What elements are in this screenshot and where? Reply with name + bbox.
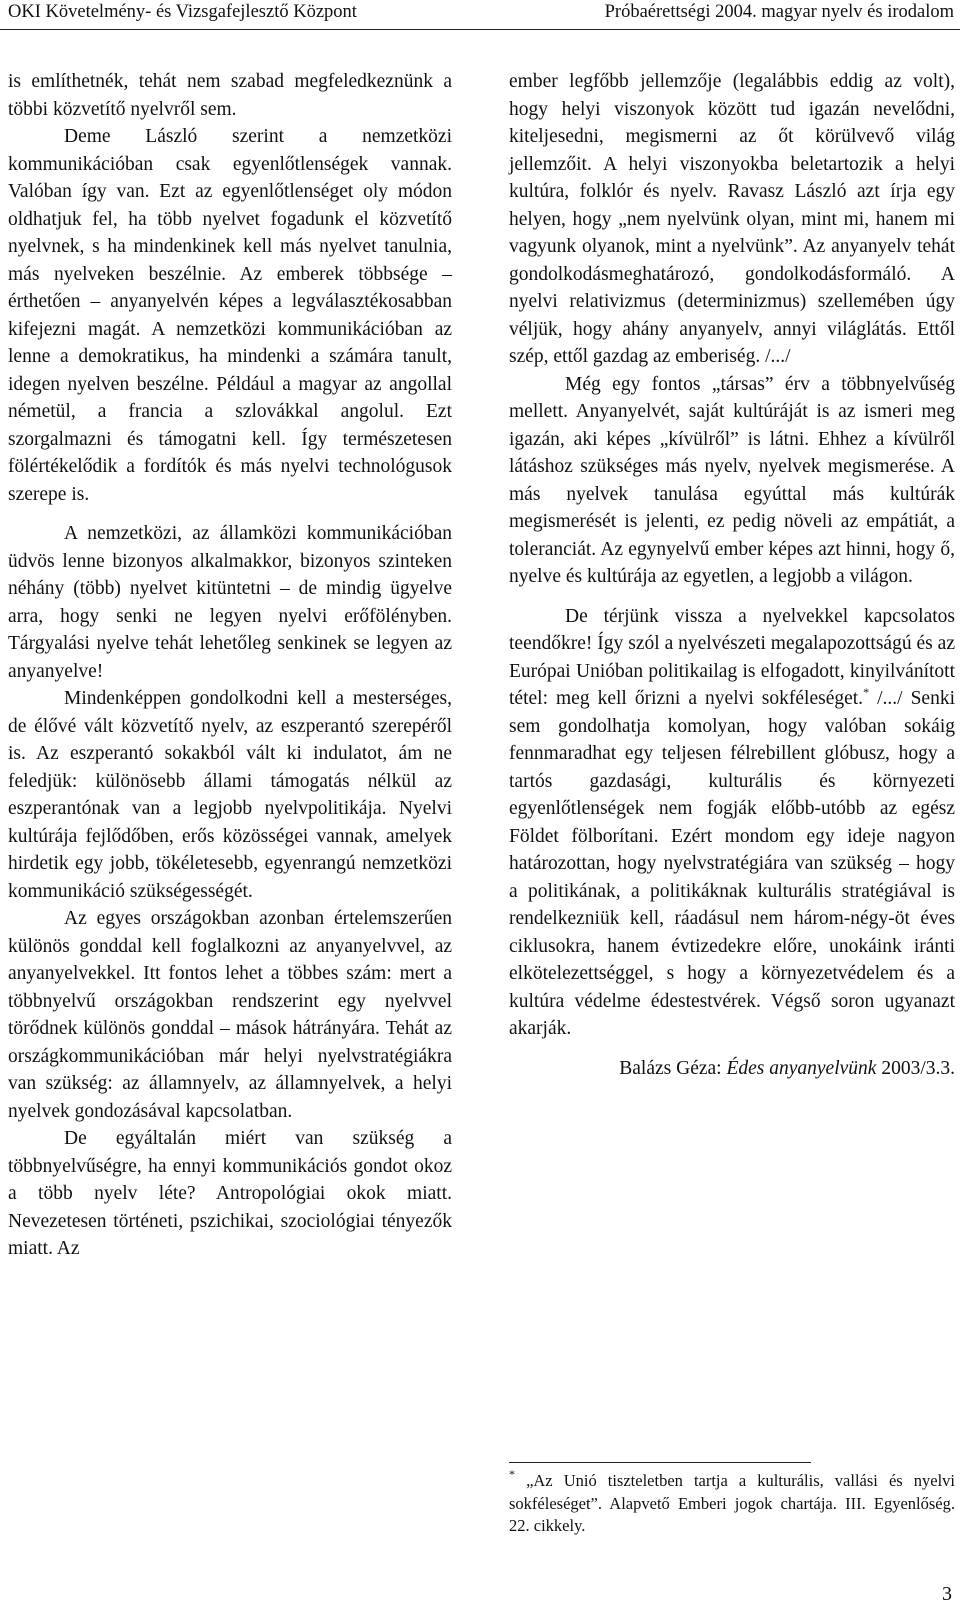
left-column [8, 68, 452, 1263]
left-paragraph-2: Deme László szerint a nemzetközi kommunikációban csak egyenlőtlenségek vannak. Valóban így van. Ezt az egyenlőtlenséget oly módon oldhatjuk fel, ha több nyelvet fogadunk el közvetítő nyelvnek, s ha mindenkinek kell más nyelvet tanulnia, más nyelveken beszélnie. Az emberek többsége – érthetően – anyanyelvén képes a legválasztékosabban kifejezni magát. A nemzetközi kommunikációban az lenne a demokratikus, ha mindenki a számára tanult, idegen nyelven beszélne. Például a magyar az angollal németül, a francia a szlovákkal angolul. Ezt szorgalmazni és támogatni kell. Így természetesen fölértékelődik a fordítók és más nyelvi technológusok szerepe is. [8, 126, 452, 505]
citation-issue: 2003/3.3. [876, 1057, 955, 1079]
left-paragraph-3: A nemzetközi, az államközi kommunikációban üdvös lenne bizonyos alkalmakkor, bizonyos szinteken néhány (több) nyelvet kitüntetni – de mindig ügyelve arra, hogy senki ne legyen nyelvi erőfölényben. Tárgyalási nyelve tehát lehetőleg senkinek se legyen az anyanyelve! [8, 523, 452, 682]
page-number: 3 [942, 1583, 952, 1605]
citation-author: Balázs Géza: [619, 1057, 727, 1079]
left-paragraph-1: is említhetnék, tehát nem szabad megfeledkeznünk a többi közvetítő nyelvről sem. [8, 71, 452, 120]
right-paragraph-3-part-2: /.../ Senki sem gondolhatja komolyan, hogy valóban sokáig fennmaradhat egy teljesen félrebillent glóbusz, hogy a tartós gazdasági, kulturális és környezeti egyenlőtlenségek nem fogják előbb-utóbb az egész Földet fölborítani. Ezért mondom egy ideje nagyon határozottan, hogy nyelvstratégiára van szükség – hogy a politikának, a politikáknak kulturális stratégiával is rendelkezniük kell, ráadásul nem három-négy-öt éves ciklusokra, hanem évtizedekre előre, unokáink iránti elkötelezettséggel, s hogy a környezetvédelem és a kultúra védelme édestestvérek. Végső soron ugyanazt akarják. [509, 688, 955, 1039]
right-paragraph-3-part-1: De térjünk vissza a nyelvekkel kapcsolatos teendőkre! Így szól a nyelvészeti megalapozottságú és az Európai Unióban politikailag is elfogadott, kinyilvánított tétel: meg kell őrizni a nyelvi sokféleséget. [509, 605, 955, 709]
footnote [509, 1467, 955, 1538]
footnote-text: „Az Unió tiszteletben tartja a kulturális, vallási és nyelvi sokféleséget”. Alapvető Emberi jogok chartája. III. Egyenlőség. 22. cikkely. [509, 1471, 955, 1535]
left-paragraph-4: Mindenképpen gondolkodni kell a mesterséges, de élővé vált közvetítő nyelv, az eszperantó szerepéről is. Az eszperantó sokakból vált ki indulatot, ám ne feledjük: különösebb állami támogatás nélkül az eszperantónak van a legjobb nyelvpolitikája. Nyelvi kultúrája fejlődőben, erős közösségei vannak, amelyek hirdetik egy jobb, tökéletesebb, egyenrangú nemzetközi kommunikáció szükségességét. [8, 688, 452, 902]
source-citation [509, 1055, 955, 1083]
footnote-rule [509, 1462, 811, 1463]
header-rule [0, 29, 960, 30]
page-header [0, 0, 960, 30]
left-paragraph-6: De egyáltalán miért van szükség a többnyelvűségre, ha ennyi kommunikációs gondot okoz a több nyelv léte? Antropológiai okok miatt. Nevezetesen történeti, pszichikai, szociológiai tényezők miatt. Az [8, 1128, 452, 1259]
footnote-reference-mark: * [863, 685, 870, 699]
right-column [509, 68, 955, 1082]
right-paragraph-1: ember legfőbb jellemzője (legalábbis eddig az volt), hogy helyi viszonyok között tud igazán nevelődni, kiteljesedni, megismerni az őt körülvevő világ jellemzőit. A helyi viszonyokba beletartozik a helyi kultúra, folklór és nyelv. Ravasz László azt írja egy helyen, hogy „nem nyelvünk olyan, mint mi, hanem mi vagyunk olyanok, mint a nyelvünk”. Az anyanyelv tehát gondolkodásmeghatározó, gondolkodásformáló. A nyelvi relativizmus (determinizmus) szellemében úgy véljük, hogy ahány anyanyelv, annyi világlátás. Ettől szép, ettől gazdag az emberiség. /.../ [509, 71, 955, 367]
right-paragraph-2: Még egy fontos „társas” érv a többnyelvűség mellett. Anyanyelvét, saját kultúráját is az ismeri meg igazán, aki képes „kívülről” is látni. Ehhez a kívülről látáshoz szükséges más nyelv, nyelvek megismerése. A más nyelvek tanulása egyúttal más kultúrák megismerését is jelenti, ez pedig növeli az empátiát, a toleranciát. Az egynyelvű ember képes azt hinni, hogy ő, nyelve és kultúrája az egyetlen, a legjobb a világon. [509, 373, 955, 587]
footnote-mark: * [509, 1467, 515, 1481]
right-paragraph-3 [509, 603, 955, 1043]
citation-title: Édes anyanyelvünk [726, 1057, 877, 1079]
left-paragraph-5: Az egyes országokban azonban értelemszerűen különös gonddal kell foglalkozni az anyanyelvvel, az anyanyelvekkel. Itt fontos lehet a többes szám: mert a többnyelvű országokban rendszerint egy nyelvvel törődnek különös gonddal – mások hátrányára. Tehát az országkommunikációban már helyi nyelvstratégiákra van szükség: az államnyelv, az államnyelvek, a helyi nyelvek gondozásával kapcsolatban. [8, 908, 452, 1122]
header-exam-title: Próbaérettségi 2004. magyar nyelv és irodalom [604, 2, 954, 22]
header-institution: OKI Követelmény- és Vizsgafejlesztő Központ [8, 2, 357, 22]
